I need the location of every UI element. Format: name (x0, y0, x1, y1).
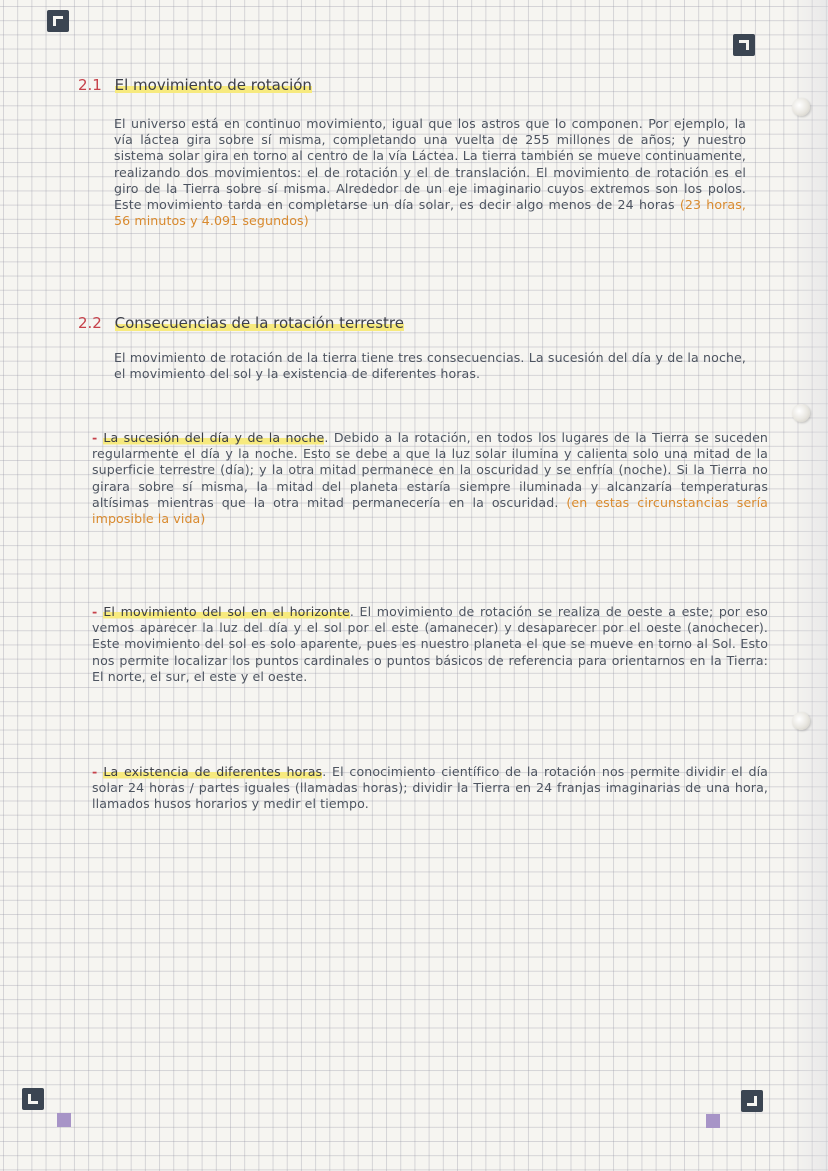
corner-mark-icon (733, 34, 755, 56)
section-number: 2.1 (78, 76, 102, 94)
rotation-paragraph (114, 116, 746, 229)
section-heading-2-2 (78, 314, 404, 332)
list-item-day-night (92, 430, 768, 527)
section-title: Consecuencias de la rotación terrestre (114, 314, 404, 332)
item-text: . El conocimiento científico de la rotación nos permite dividir el día solar 24 horas / partes iguales (llamadas horas); dividir la Tierra en 24 franjas imaginarias de una hora, llamados husos horarios y medir el tiempo. (92, 764, 768, 812)
section-title: El movimiento de rotación (114, 76, 312, 94)
duration-note: (23 horas, 56 minutos y 4.091 segundos) (114, 197, 747, 229)
item-text: . Debido a la rotación, en todos los lugares de la Tierra se suceden regularmente el día y la noche. Esto se debe a que la luz solar ilumina y calienta solo una mitad de la superficie terrestre (día); y la otra mitad permanece en la oscuridad y se enfría (noche). Si la Tierra no girara sobre sí misma, la mitad del planeta estaría siempre iluminada y alcanzaría temperaturas altísimas mientras que la otra mitad permanecería en la oscuridad. (92, 430, 768, 510)
section-number: 2.2 (78, 314, 102, 332)
corner-mark-icon (22, 1088, 44, 1110)
page-edge-shadow (788, 0, 828, 1171)
corner-mark-icon (741, 1090, 763, 1112)
binder-hole (792, 98, 810, 116)
bullet-dash: - (92, 604, 98, 619)
paragraph-text: El universo está en continuo movimiento, igual que los astros que lo componen. Por ejemplo, la vía láctea gira sobre sí misma, completando una vuelta de 255 millones de años; y nuestro sistema solar gira en torno al centro de la vía Láctea. La tierra también se mueve continuamente, realizando dos movimientos: el de rotación y el de translación. El movimiento de rotación es el giro de la Tierra sobre sí misma. Alrededor de un eje imaginario cuyos extremos son los polos. Este movimiento tarda en completarse un día solar, es decir algo menos de 24 horas (114, 116, 746, 213)
purple-square-mark (706, 1114, 720, 1128)
intro-text: El movimiento de rotación de la tierra tiene tres consecuencias. La sucesión del día y de la noche, el movimiento del sol y la existencia de diferentes horas. (114, 350, 746, 382)
purple-square-mark (57, 1113, 71, 1127)
item-highlight: La existencia de diferentes horas (103, 764, 323, 779)
item-note: (en estas circunstancias sería imposible la vida) (92, 494, 768, 527)
bullet-dash: - (92, 764, 98, 779)
binder-hole (792, 712, 810, 730)
list-item-time-zones (92, 764, 768, 813)
item-highlight: La sucesión del día y de la noche (103, 430, 325, 445)
list-item-sun-movement (92, 604, 768, 685)
corner-mark-icon (47, 10, 69, 32)
section-heading-2-1 (78, 76, 312, 94)
binder-hole (792, 404, 810, 422)
consequences-intro (114, 350, 746, 382)
bullet-dash: - (92, 430, 98, 445)
item-highlight: El movimiento del sol en el horizonte (103, 604, 350, 619)
item-text: . El movimiento de rotación se realiza de oeste a este; por eso vemos aparecer la luz del día y el sol por el este (amanecer) y desaparecer por el oeste (anochecer). Este movimiento del sol es solo aparente, pues es nuestro planeta el que se mueve en torno al Sol. Esto nos permite localizar los puntos cardinales o puntos básicos de referencia para orientarnos en la Tierra: El norte, el sur, el este y el oeste. (92, 604, 768, 684)
